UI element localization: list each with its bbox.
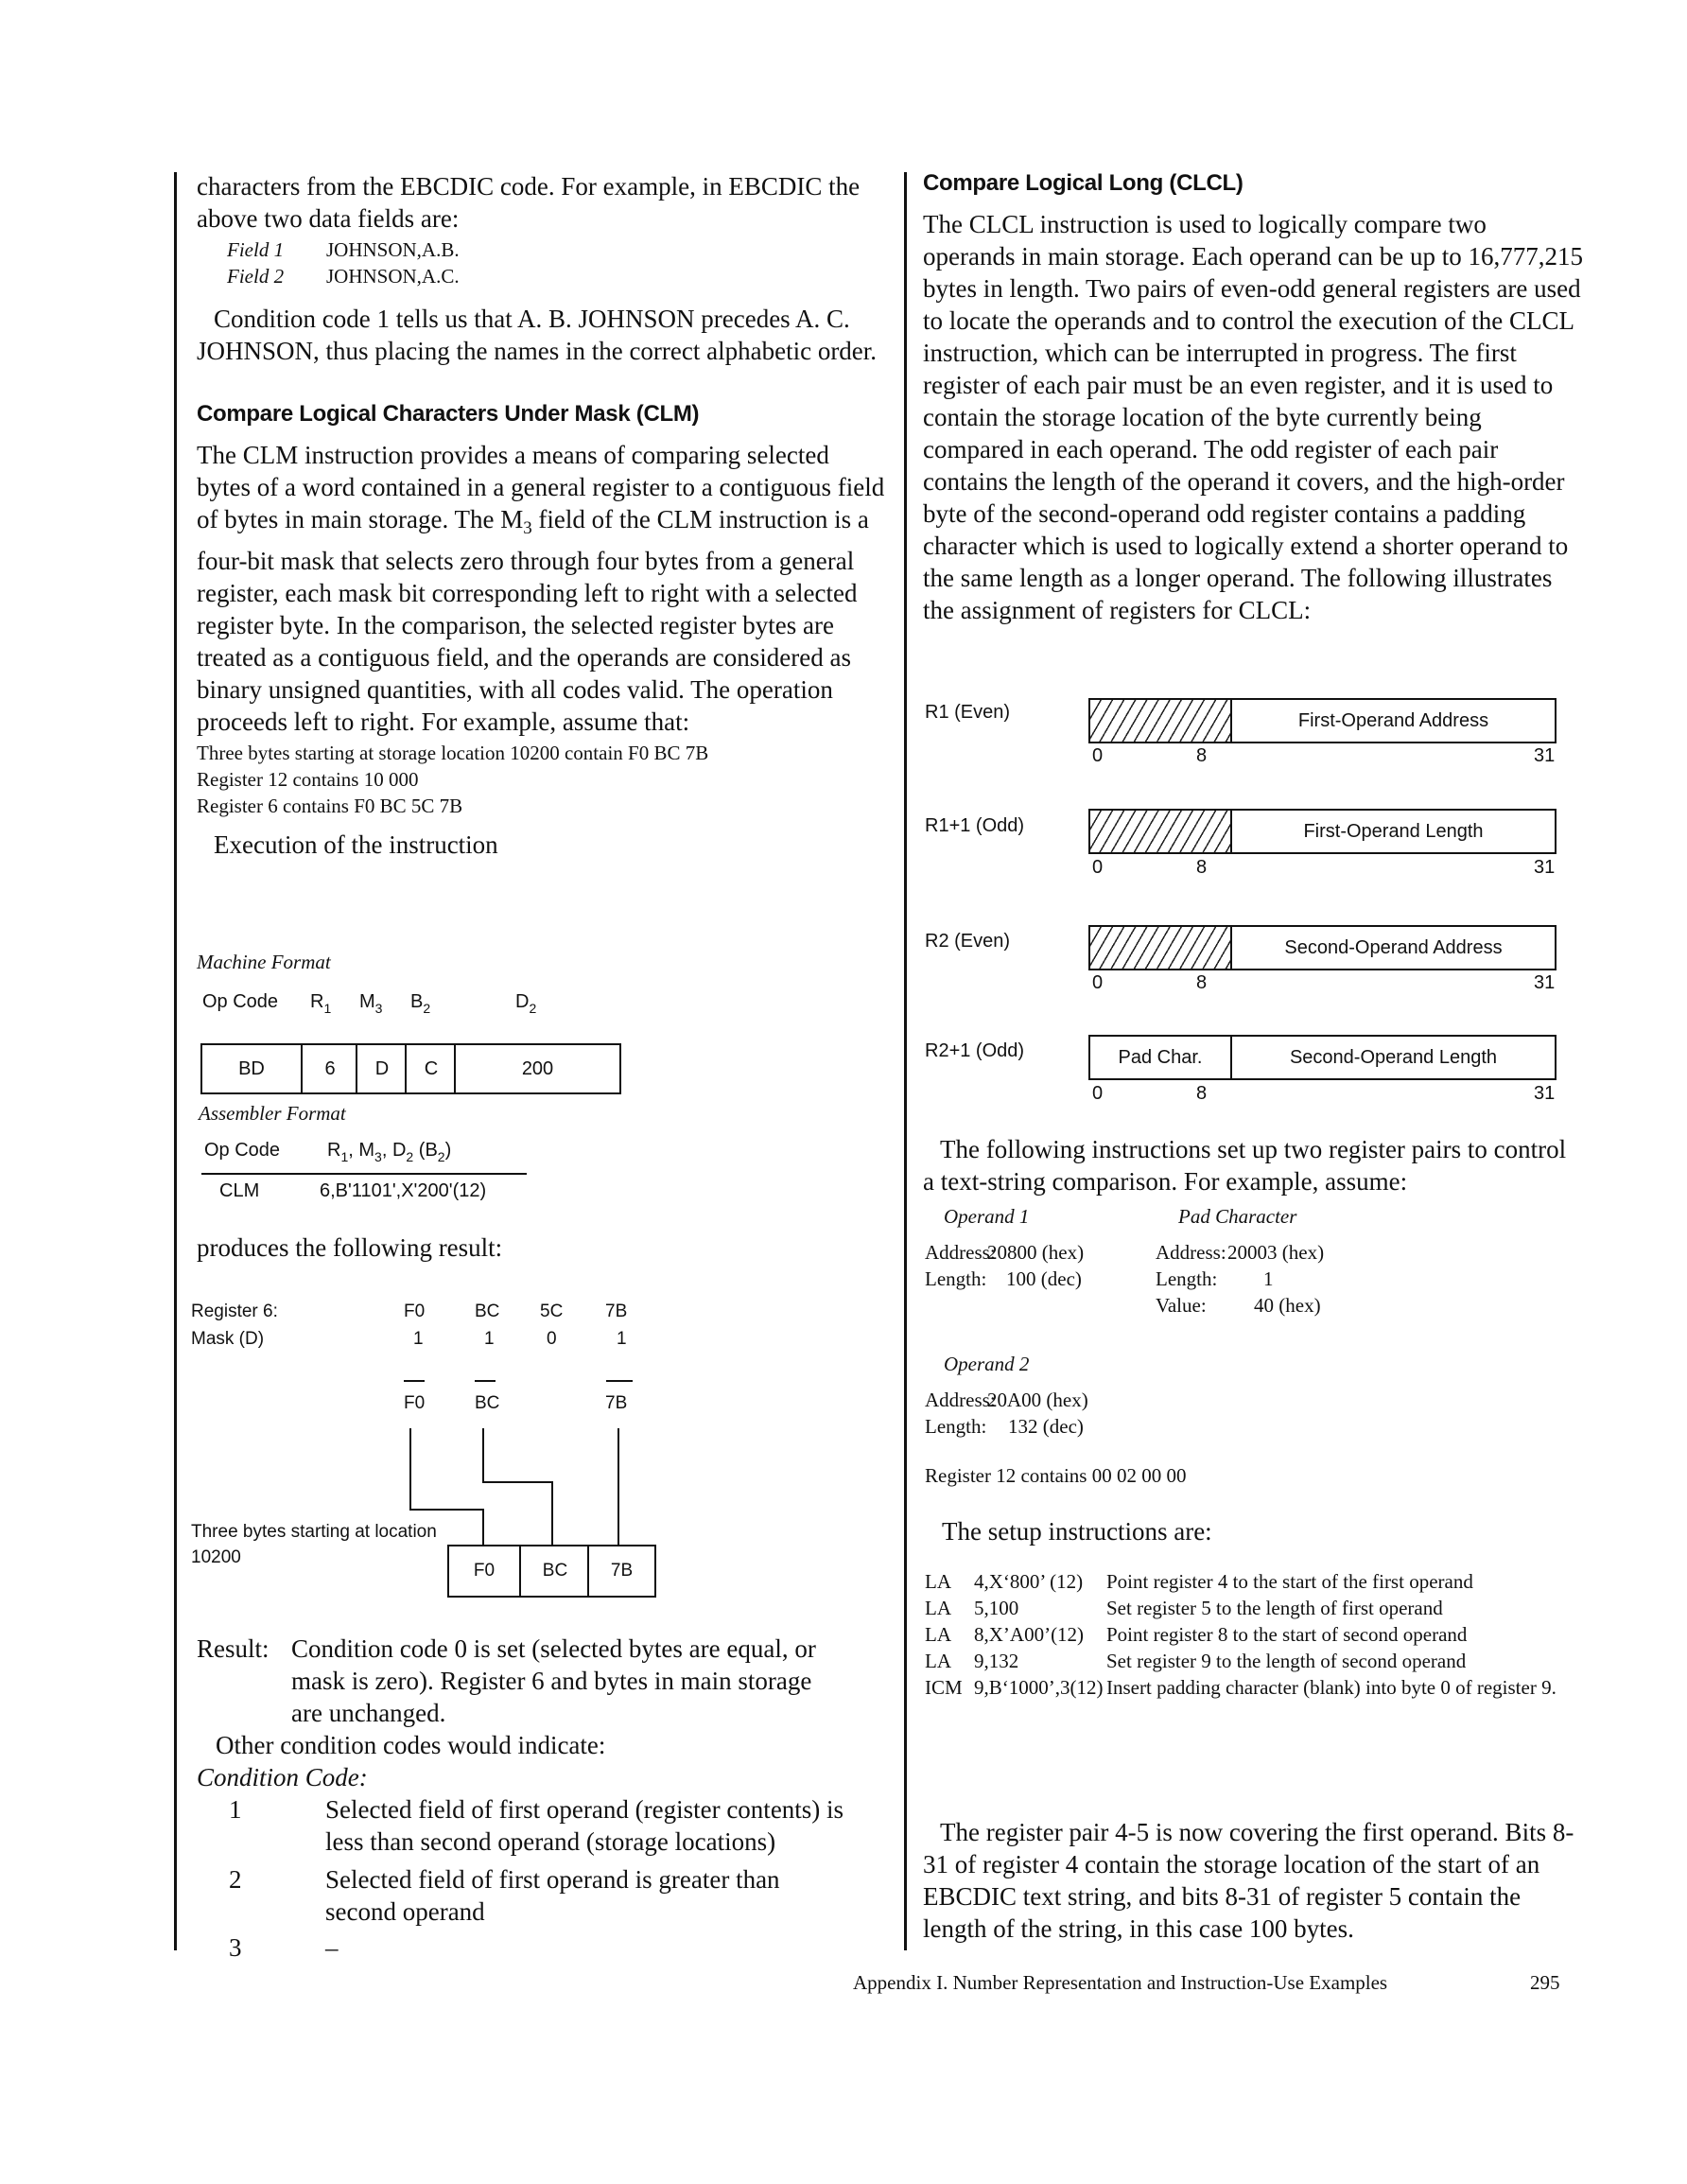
- conclusion-paragraph: Condition code 1 tells us that A. B. JOHNSON precedes A. C. JOHNSON, thus placing the names in the correct alphabetic order.: [197, 305, 878, 365]
- assembler-operands: 6,B'1101',X'200'(12): [320, 1180, 487, 1201]
- instruction-row: [925, 1648, 1577, 1674]
- hdr-d-sub: 2: [406, 1149, 414, 1164]
- bit-label: 0: [1092, 745, 1104, 766]
- cc-number: 3: [229, 1933, 242, 1962]
- register-box: [1088, 698, 1557, 743]
- left-column: [197, 170, 887, 861]
- other-codes-text: Other condition codes would indicate:: [216, 1731, 606, 1759]
- connector-line: [482, 1428, 484, 1483]
- instr-operands: 8,X’A00’(12): [974, 1623, 1085, 1646]
- storage-label-line2: 10200: [191, 1547, 241, 1567]
- register-label: R1+1 (Odd): [925, 815, 1025, 836]
- setup-instructions-table: [925, 1568, 1577, 1701]
- machine-header-b2: [410, 991, 430, 1016]
- register12-text: Register 12 contains 00 02 00 00: [925, 1464, 1187, 1487]
- bit-label: 0: [1092, 1083, 1104, 1104]
- left-change-bar: [174, 172, 177, 1950]
- r-sub: 1: [323, 1001, 332, 1016]
- condition-code-title: Condition Code:: [197, 1763, 368, 1791]
- m-field: M: [500, 505, 524, 533]
- footer-title: Appendix I. Number Representation and Instruction-Use Examples: [853, 1971, 1388, 1994]
- assembler-header-opcode: Op Code: [204, 1140, 281, 1161]
- storage-byte: BC: [519, 1546, 589, 1596]
- register-box: [1088, 925, 1557, 970]
- connector-line: [482, 1509, 484, 1545]
- hdr-b-sub: 2: [437, 1149, 445, 1164]
- operand1-title: Operand 1: [944, 1205, 1030, 1228]
- pad-address: 20003 (hex): [1227, 1241, 1325, 1264]
- intro-paragraph: characters from the EBCDIC code. For example, in EBCDIC the above two data fields are:: [197, 172, 861, 233]
- register-field: Second-Operand Length: [1230, 1037, 1555, 1078]
- assembler-opcode: CLM: [219, 1180, 260, 1201]
- mask-underline: [404, 1380, 425, 1382]
- cell-b2: C: [405, 1045, 456, 1092]
- reg-byte: 7B: [605, 1302, 628, 1321]
- mask-bit: 1: [413, 1329, 424, 1349]
- cc-number: 1: [229, 1795, 242, 1824]
- cc-description: Selected field of first operand is greater than second operand: [325, 1865, 780, 1926]
- produces-text: produces the following result:: [197, 1233, 503, 1262]
- operand2-length: 132 (dec): [1008, 1415, 1084, 1438]
- assumption-item: Register 12 contains 10 000: [197, 768, 419, 791]
- bit-label: 31: [1534, 972, 1556, 993]
- hdr-m: M: [358, 1140, 375, 1161]
- m-subscript: 3: [523, 518, 532, 538]
- bit-label: 8: [1196, 857, 1208, 878]
- page-number: 295: [1530, 1971, 1560, 1994]
- reserved-hatched-field: [1090, 927, 1230, 969]
- instr-operands: 9,132: [974, 1650, 1019, 1672]
- operand1-length: 100 (dec): [1006, 1267, 1082, 1290]
- cell-m3: D: [356, 1045, 407, 1092]
- r-letter: R: [310, 991, 324, 1012]
- operand1-length-label: Length:: [925, 1267, 987, 1290]
- cc-description: –: [325, 1933, 339, 1962]
- cc-number: 2: [229, 1865, 242, 1894]
- bit-label: 8: [1196, 745, 1208, 766]
- cell-r1: 6: [301, 1045, 357, 1092]
- reserved-hatched-field: [1090, 700, 1230, 742]
- reg-byte: BC: [475, 1302, 500, 1321]
- d-letter: D: [515, 991, 530, 1012]
- m-letter: M: [359, 991, 375, 1012]
- operand2-address: 20A00 (hex): [987, 1389, 1088, 1411]
- storage-bytes-box: [447, 1545, 656, 1598]
- operand1-address-label: Address:: [925, 1241, 996, 1264]
- field-value: JOHNSON,A.B.: [326, 238, 460, 261]
- bit-label: 0: [1092, 972, 1104, 993]
- b-sub: 2: [423, 1001, 431, 1016]
- storage-label: [191, 1519, 437, 1570]
- pad-char-field: Pad Char.: [1118, 1046, 1203, 1068]
- instr-desc: Set register 9 to the length of second operand: [1106, 1650, 1467, 1672]
- hdr-m-sub: 3: [374, 1149, 382, 1164]
- mask-underline: [475, 1380, 496, 1382]
- bit-label: 31: [1534, 745, 1556, 766]
- register-box: [1088, 809, 1557, 854]
- result-text: Condition code 0 is set (selected bytes are equal, or mask is zero). Register 6 and bytes in main storage are unchanged.: [291, 1634, 816, 1727]
- register-field: First-Operand Address: [1230, 700, 1555, 742]
- selected-byte: 7B: [605, 1393, 628, 1413]
- closing-paragraph: The register pair 4-5 is now covering the first operand. Bits 8-31 of register 4 contain the storage location of the start of an EBCDIC text string, and bits 8-31 of register 5 contain the length of the string, in this case 100 bytes.: [923, 1818, 1574, 1943]
- instr-desc: Insert padding character (blank) into byte 0 of register 9.: [1106, 1676, 1557, 1699]
- instruction-row: [925, 1621, 1577, 1648]
- connector-line: [617, 1428, 619, 1545]
- register-label: R1 (Even): [925, 702, 1011, 723]
- register-label: R2+1 (Odd): [925, 1040, 1025, 1061]
- instr-op: LA: [925, 1650, 951, 1672]
- machine-format-title: Machine Format: [197, 951, 331, 973]
- bit-label: 31: [1534, 1083, 1556, 1104]
- hdr-r: R: [327, 1140, 341, 1161]
- execution-text: Execution of the instruction: [214, 830, 498, 859]
- pad-length: 1: [1263, 1267, 1274, 1290]
- bit-label: 8: [1196, 1083, 1208, 1104]
- instr-operands: 4,X‘800’ (12): [974, 1570, 1084, 1593]
- mask-underline: [606, 1380, 633, 1382]
- storage-byte: F0: [473, 1561, 496, 1581]
- instruction-row: [925, 1568, 1577, 1595]
- clm-paragraph: [197, 439, 887, 738]
- instruction-row: [925, 1674, 1577, 1701]
- instr-op: LA: [925, 1623, 951, 1646]
- mask-bit: 0: [547, 1329, 557, 1349]
- assumption-list: [197, 740, 887, 819]
- assumption-item: Three bytes starting at storage location 10200 contain F0 BC 7B: [197, 742, 709, 764]
- reg-byte: F0: [404, 1302, 426, 1321]
- connector-line: [482, 1481, 553, 1483]
- machine-header-m3: [359, 991, 382, 1016]
- pad-length-label: Length:: [1156, 1267, 1218, 1290]
- instr-desc: Set register 5 to the length of first operand: [1106, 1597, 1443, 1619]
- m-sub: 3: [374, 1001, 383, 1016]
- register-field: First-Operand Length: [1230, 811, 1555, 852]
- field-value: JOHNSON,A.C.: [326, 265, 460, 288]
- machine-header-d2: [515, 991, 536, 1016]
- clm-text-2: field of the CLM instruction is a four-bit mask that selects zero through four bytes from a general register, each mask bit corresponding left to right with a selected register byte. In the comparison, the selected register bytes are treated as a contiguous field, and the operands are considered as binary unsigned quantities, with all codes valid. The operation proceeds left to right. For example, assume that:: [197, 505, 869, 736]
- mask-bit: 1: [617, 1329, 627, 1349]
- clm-heading: Compare Logical Characters Under Mask (CLM): [197, 401, 700, 427]
- selected-byte: BC: [475, 1393, 500, 1413]
- operand2-title: Operand 2: [944, 1353, 1030, 1375]
- pad-character-title: Pad Character: [1178, 1205, 1297, 1228]
- operand2-address-label: Address:: [925, 1389, 996, 1411]
- field-row: [227, 263, 887, 289]
- clcl-paragraph: The CLCL instruction is used to logically compare two operands in main storage. Each operand can be up to 16,777,215 bytes in length. Two pairs of even-odd general registers are used to locate the operands and to control the execution of the CLCL instruction, which can be interrupted in progress. The first register of each pair must be an even register, and it is used to contain the storage location of the byte currently being compared in each operand. The odd register of each pair contains the length of the operand it covers, and the high-order byte of the second-operand odd register contains a padding character which is used to logically extend a shorter operand to the same length as a longer operand. The following illustrates the assignment of registers for CLCL:: [923, 210, 1584, 624]
- connector-line: [409, 1428, 411, 1510]
- bit-label: 31: [1534, 857, 1556, 878]
- bit-label: 0: [1092, 857, 1104, 878]
- assembler-header-operands: $R_1$, $M_3$, $D_2$ $(B_2)$: [327, 1140, 452, 1164]
- instr-operands: 5,100: [974, 1597, 1019, 1619]
- instruction-row: [925, 1595, 1577, 1621]
- hdr-r-sub: 1: [340, 1149, 349, 1164]
- cell-opcode: BD: [238, 1057, 265, 1079]
- clcl-heading: Compare Logical Long (CLCL): [923, 170, 1244, 196]
- operand1-address: 20800 (hex): [987, 1241, 1085, 1264]
- connector-line: [551, 1481, 553, 1545]
- result-label: Result:: [197, 1634, 270, 1663]
- register-box: [1088, 1035, 1557, 1080]
- setup-intro: The following instructions set up two register pairs to control a text-string comparison. For example, assume:: [923, 1135, 1567, 1196]
- assembler-format-title: Assembler Format: [199, 1102, 346, 1125]
- reserved-hatched-field: [1090, 811, 1230, 852]
- instr-op: ICM: [925, 1676, 963, 1699]
- b-letter: B: [410, 991, 424, 1012]
- pad-value: 40 (hex): [1254, 1294, 1321, 1317]
- field-label: Field 2: [227, 265, 285, 288]
- field-list: [227, 236, 887, 289]
- register-label: R2 (Even): [925, 931, 1011, 952]
- cell-d2: 200: [454, 1045, 619, 1092]
- field-row: [227, 236, 887, 263]
- pad-address-label: Address:: [1156, 1241, 1226, 1264]
- instr-desc: Point register 4 to the start of the first operand: [1106, 1570, 1473, 1593]
- hdr-b: B: [425, 1140, 438, 1161]
- instr-op: LA: [925, 1597, 951, 1619]
- setup-title: The setup instructions are:: [942, 1517, 1212, 1546]
- selected-byte: F0: [404, 1393, 426, 1413]
- mask-bit: 1: [484, 1329, 495, 1349]
- right-change-bar: [904, 172, 907, 1950]
- hdr-d: D: [391, 1140, 407, 1161]
- cc-description: Selected field of first operand (register contents) is less than second operand (storage locations): [325, 1795, 844, 1856]
- assumption-item: Register 6 contains F0 BC 5C 7B: [197, 795, 463, 817]
- register6-label: Register 6:: [191, 1302, 278, 1321]
- machine-format-box: [200, 1043, 621, 1094]
- storage-label-line1: Three bytes starting at location: [191, 1522, 437, 1542]
- assembler-rule: [201, 1173, 527, 1175]
- mask-label: Mask (D): [191, 1329, 265, 1349]
- instr-operands: 9,B‘1000’,3(12): [974, 1676, 1104, 1699]
- clm-text-1: The CLM instruction provides a means of comparing selected bytes of a word contained in a general register to a contiguous field of bytes in main storage. The: [197, 441, 885, 533]
- right-column: [923, 170, 1585, 626]
- machine-header-opcode: Op Code: [202, 991, 279, 1012]
- instr-desc: Point register 8 to the start of second operand: [1106, 1623, 1468, 1646]
- d-sub: 2: [529, 1001, 537, 1016]
- instr-op: LA: [925, 1570, 951, 1593]
- register-field: Second-Operand Address: [1230, 927, 1555, 969]
- pad-value-label: Value:: [1156, 1294, 1207, 1317]
- bit-label: 8: [1196, 972, 1208, 993]
- storage-byte: 7B: [587, 1546, 654, 1596]
- field-label: Field 1: [227, 238, 285, 261]
- reg-byte: 5C: [540, 1302, 564, 1321]
- machine-header-r1: [310, 991, 331, 1016]
- connector-line: [409, 1509, 483, 1511]
- operand2-length-label: Length:: [925, 1415, 987, 1438]
